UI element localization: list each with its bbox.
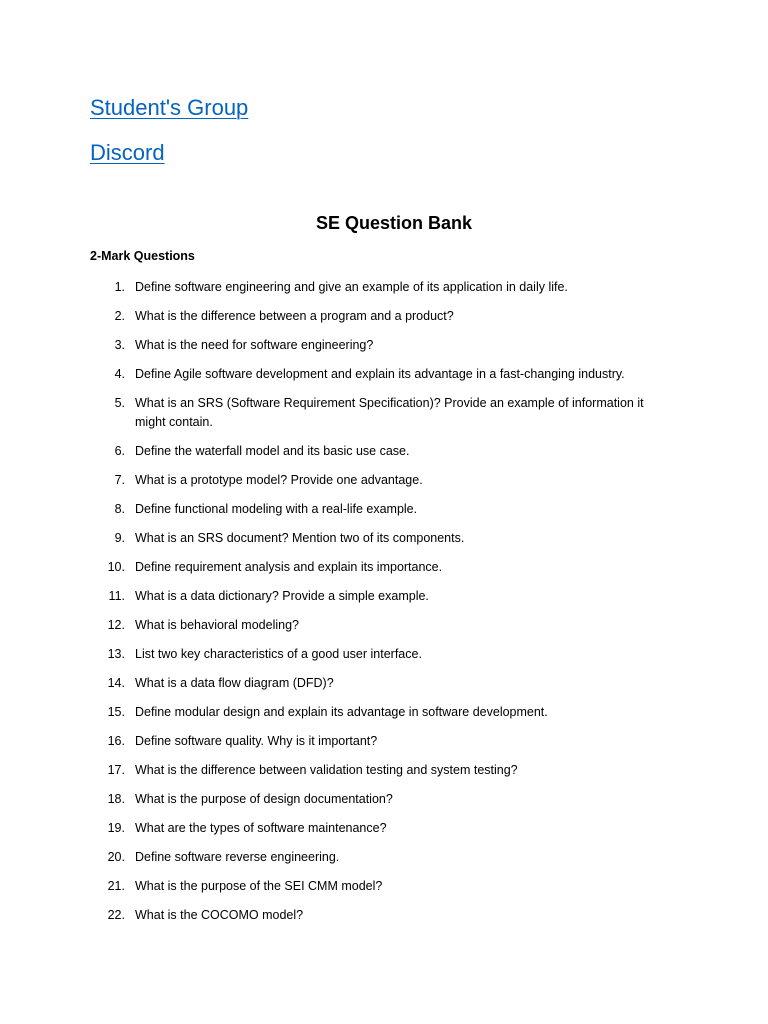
question-text: What is the need for software engineering?	[135, 338, 374, 352]
question-number: 9.	[114, 531, 125, 545]
question-number: 13.	[107, 647, 125, 661]
question-item	[0, 703, 768, 722]
question-text: Define the waterfall model and its basic use case.	[135, 444, 410, 458]
question-number: 17.	[107, 763, 125, 777]
question-item	[0, 529, 768, 548]
question-number: 22.	[107, 908, 125, 922]
question-number: 6.	[114, 444, 125, 458]
question-list	[0, 278, 768, 935]
question-text: Define software reverse engineering.	[135, 850, 340, 864]
question-text: Define software engineering and give an example of its application in daily life.	[135, 280, 568, 294]
question-number: 11.	[108, 589, 125, 603]
question-text: What are the types of software maintenance?	[135, 821, 387, 835]
question-item	[0, 442, 768, 461]
question-item	[0, 394, 768, 432]
question-number: 5.	[114, 396, 125, 410]
question-text: What is behavioral modeling?	[135, 618, 299, 632]
question-text: What is the COCOMO model?	[135, 908, 304, 922]
question-number: 15.	[107, 705, 125, 719]
question-text: What is the difference between validation testing and system testing?	[135, 763, 518, 777]
question-text: What is the purpose of design documentation?	[135, 792, 393, 806]
question-item	[0, 365, 768, 384]
question-text: Define requirement analysis and explain its importance.	[135, 560, 443, 574]
question-item	[0, 761, 768, 780]
question-item	[0, 278, 768, 297]
question-number: 8.	[114, 502, 125, 516]
question-item	[0, 645, 768, 664]
question-item	[0, 732, 768, 751]
discord-link[interactable]: Discord	[90, 140, 165, 165]
question-text: What is a data flow diagram (DFD)?	[135, 676, 334, 690]
question-text: What is an SRS (Software Requirement Specification)? Provide an example of information it might contain.	[135, 396, 644, 429]
question-number: 2.	[114, 309, 125, 323]
question-number: 14.	[107, 676, 125, 690]
question-text: Define functional modeling with a real-life example.	[135, 502, 418, 516]
question-number: 1.	[114, 280, 125, 294]
question-item	[0, 616, 768, 635]
question-text: What is the purpose of the SEI CMM model?	[135, 879, 383, 893]
question-text: What is the difference between a program and a product?	[135, 309, 454, 323]
question-text: Define Agile software development and explain its advantage in a fast-changing industry.	[135, 367, 625, 381]
question-item	[0, 877, 768, 896]
section-heading: 2-Mark Questions	[90, 249, 195, 263]
question-item	[0, 307, 768, 326]
question-item	[0, 558, 768, 577]
question-item	[0, 906, 768, 925]
question-number: 16.	[107, 734, 125, 748]
question-item	[0, 500, 768, 519]
question-item	[0, 848, 768, 867]
question-text: What is a data dictionary? Provide a simple example.	[135, 589, 429, 603]
question-number: 21.	[107, 879, 125, 893]
question-number: 20.	[107, 850, 125, 864]
question-number: 19.	[107, 821, 125, 835]
question-text: Define modular design and explain its advantage in software development.	[135, 705, 548, 719]
question-number: 12.	[107, 618, 125, 632]
question-text: List two key characteristics of a good user interface.	[135, 647, 422, 661]
question-item	[0, 336, 768, 355]
question-number: 7.	[114, 473, 125, 487]
question-number: 18.	[107, 792, 125, 806]
question-text: What is an SRS document? Mention two of its components.	[135, 531, 465, 545]
question-item	[0, 587, 768, 606]
question-item	[0, 819, 768, 838]
question-number: 3.	[114, 338, 125, 352]
question-item	[0, 471, 768, 490]
question-item	[0, 674, 768, 693]
question-text: What is a prototype model? Provide one advantage.	[135, 473, 423, 487]
question-item	[0, 790, 768, 809]
students-group-link[interactable]: Student's Group	[90, 95, 249, 120]
question-text: Define software quality. Why is it important?	[135, 734, 378, 748]
question-number: 10.	[107, 560, 125, 574]
question-number: 4.	[114, 367, 125, 381]
document-title: SE Question Bank	[315, 213, 473, 233]
